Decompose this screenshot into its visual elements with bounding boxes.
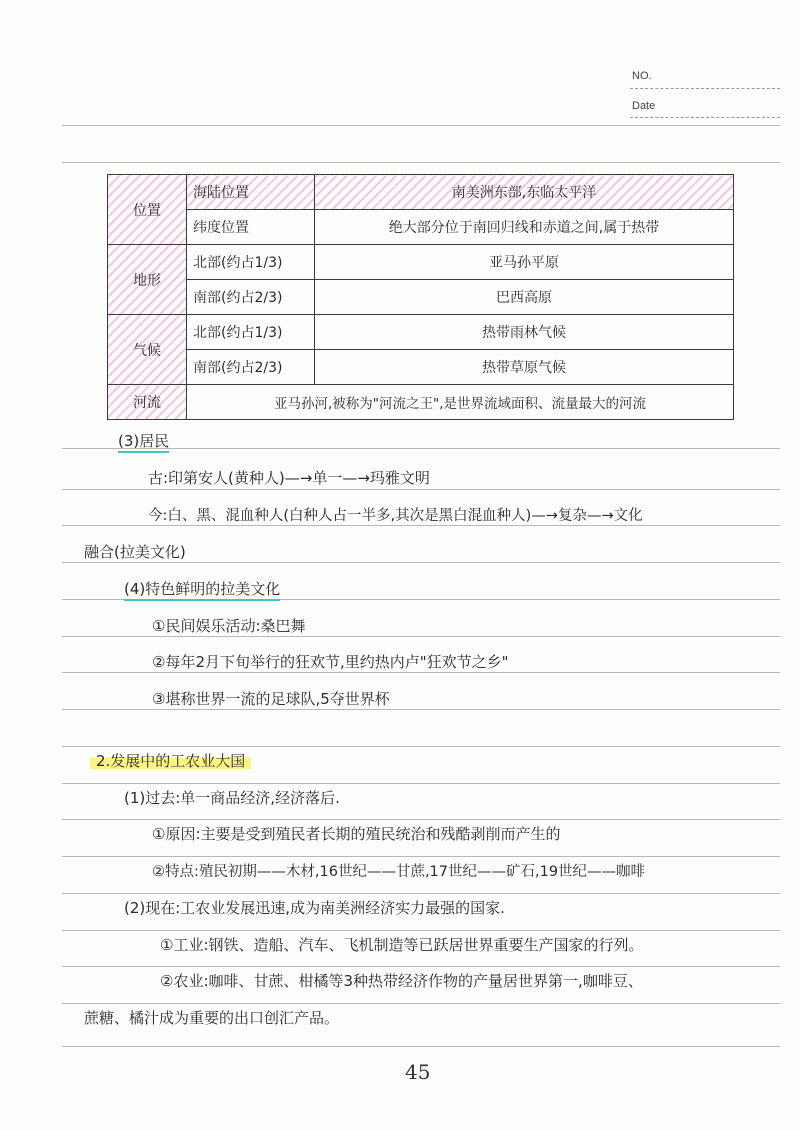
- table-cell: 北部(约占1/3): [187, 315, 315, 350]
- section-heading-culture: [124, 578, 280, 599]
- ruled-line: [62, 746, 780, 747]
- table-row: [108, 175, 734, 210]
- table-cell: 南部(约占2/3): [187, 280, 315, 315]
- ruled-line: [62, 562, 780, 563]
- table-cell: 巴西高原: [315, 280, 734, 315]
- ruled-line: [62, 893, 780, 894]
- date-label: Date: [632, 100, 656, 112]
- row-header-location: 位置: [108, 175, 187, 245]
- section-heading-residents: [118, 430, 169, 451]
- ruled-line: [62, 819, 780, 820]
- ruled-line: [62, 1046, 780, 1047]
- geography-table: [107, 174, 734, 420]
- note-line: ②特点:殖民初期——木材,16世纪——甘蔗,17世纪——矿石,19世纪——咖啡: [152, 864, 646, 880]
- row-header-rivers: 河流: [108, 385, 187, 420]
- note-line: (2)现在:工农业发展迅速,成为南美洲经济实力最强的国家.: [124, 899, 505, 917]
- table-cell: 亚马孙河,被称为"河流之王",是世界流域面积、流量最大的河流: [187, 385, 734, 420]
- note-line: 古:印第安人(黄种人)—→单一—→玛雅文明: [148, 469, 430, 487]
- ruled-line: [62, 856, 780, 857]
- note-line: ②每年2月下旬举行的狂欢节,里约热内卢"狂欢节之乡": [152, 653, 509, 671]
- table-cell: 南美洲东部,东临太平洋: [315, 175, 734, 210]
- heading-text: 2.发展中的工农业大国: [90, 752, 251, 770]
- note-line: ①民间娱乐活动:桑巴舞: [152, 617, 306, 635]
- ruled-line: [62, 930, 780, 931]
- table-cell: 亚马孙平原: [315, 245, 734, 280]
- ruled-line: [62, 448, 780, 449]
- table-row: [108, 245, 734, 280]
- ruled-line: [62, 636, 780, 637]
- table-cell: 热带草原气候: [315, 350, 734, 385]
- table-cell: 纬度位置: [187, 210, 315, 245]
- heading-text: (3)居民: [118, 432, 169, 453]
- ruled-line: [62, 489, 780, 490]
- ruled-line: [62, 525, 780, 526]
- table-row: [108, 350, 734, 385]
- note-line: ①工业:钢铁、造船、汽车、飞机制造等已跃居世界重要生产国家的行列。: [160, 936, 644, 954]
- page-number: 45: [405, 1060, 431, 1084]
- ruled-line: [62, 672, 780, 673]
- no-label: NO.: [632, 70, 652, 82]
- row-header-climate: 气候: [108, 315, 187, 385]
- section-heading-agri-industry: [90, 750, 251, 771]
- note-line: ③堪称世界一流的足球队,5夺世界杯: [152, 690, 390, 708]
- date-field-line: [630, 117, 780, 118]
- note-line: 今:白、黑、混血种人(白种人占一半多,其次是黑白混血种人)—→复杂—→文化: [148, 508, 643, 524]
- ruled-line: [62, 125, 780, 126]
- note-line: ②农业:咖啡、甘蔗、柑橘等3种热带经济作物的产量居世界第一,咖啡豆、: [160, 972, 643, 990]
- ruled-line: [62, 966, 780, 967]
- note-line: (1)过去:单一商品经济,经济落后.: [124, 789, 340, 807]
- table-cell: 南部(约占2/3): [187, 350, 315, 385]
- heading-text: (4)特色鲜明的拉美文化: [124, 580, 280, 601]
- table-cell: 绝大部分位于南回归线和赤道之间,属于热带: [315, 210, 734, 245]
- no-field-line: [630, 88, 780, 89]
- ruled-line: [62, 783, 780, 784]
- table-cell: 海陆位置: [187, 175, 315, 210]
- note-line: 蔗糖、橘汁成为重要的出口创汇产品。: [84, 1009, 340, 1027]
- table-row: [108, 280, 734, 315]
- note-line: ①原因:主要是受到殖民者长期的殖民统治和残酷剥削而产生的: [152, 825, 561, 843]
- table-cell: 热带雨林气候: [315, 315, 734, 350]
- ruled-line: [62, 162, 780, 163]
- table-row: [108, 315, 734, 350]
- row-header-terrain: 地形: [108, 245, 187, 315]
- ruled-line: [62, 709, 780, 710]
- note-line: 融合(拉美文化): [84, 543, 186, 561]
- table-row: [108, 210, 734, 245]
- table-row: [108, 385, 734, 420]
- table-cell: 北部(约占1/3): [187, 245, 315, 280]
- ruled-line: [62, 1003, 780, 1004]
